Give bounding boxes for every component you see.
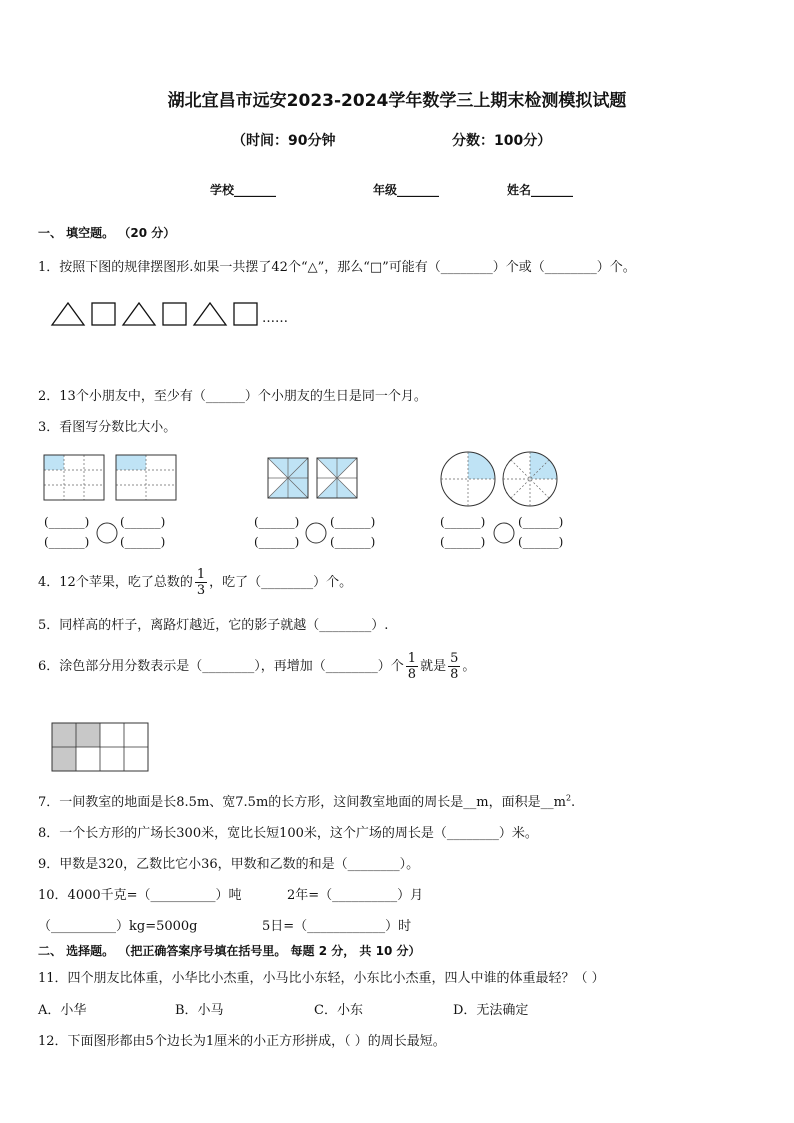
fraction-five-eighths: $\frac{5}{8}$ bbox=[450, 651, 459, 682]
fraction-blank[interactable]: (______) bbox=[518, 535, 564, 549]
fraction-rect-right bbox=[116, 455, 176, 500]
question-4-suffix: ，吃了（________）个。 bbox=[209, 575, 353, 590]
triangle-shape bbox=[123, 303, 155, 325]
question-6-prefix: 6．涂色部分用分数表示是（________），再增加（________）个 bbox=[38, 659, 404, 674]
option-b[interactable]: B．小马 bbox=[175, 1003, 224, 1018]
square-shape bbox=[234, 303, 257, 325]
fraction-blank[interactable]: (______) bbox=[44, 515, 90, 529]
fraction-blank[interactable]: (______) bbox=[120, 515, 166, 529]
fraction-blank[interactable]: (______) bbox=[330, 535, 376, 549]
question-10-d: 5日=（____________）时 bbox=[262, 919, 412, 934]
question-10-a: 10．4000千克=（__________）吨 bbox=[38, 888, 242, 903]
fraction-blank[interactable]: (______) bbox=[440, 535, 486, 549]
fraction-circle-right bbox=[502, 451, 558, 507]
fraction-blank[interactable]: (______) bbox=[330, 515, 376, 529]
option-c[interactable]: C．小东 bbox=[314, 1003, 363, 1018]
question-6-suffix: 。 bbox=[462, 659, 476, 674]
question-7-end: . bbox=[571, 795, 576, 810]
question-3: 3．看图写分数比大小。 bbox=[38, 420, 177, 435]
shape-pattern bbox=[52, 302, 272, 328]
fraction-square-right bbox=[317, 458, 357, 498]
question-7-text: 7．一间教室的地面是长8.5m、宽7.5m的长方形，这间教室地面的周长是__m，面积是__m bbox=[38, 795, 566, 810]
square-shape bbox=[163, 303, 186, 325]
fraction-circle-left bbox=[440, 451, 496, 507]
question-9: 9．甲数是320，乙数比它小36，甲数和乙数的和是（________）。 bbox=[38, 857, 420, 872]
fraction-blank[interactable]: (______) bbox=[120, 535, 166, 549]
question-4-prefix: 4．12个苹果，吃了总数的 bbox=[38, 575, 193, 590]
fraction-rect-left bbox=[44, 455, 104, 500]
question-6-mid: 就是 bbox=[420, 659, 447, 674]
exam-time: （时间：90分钟 bbox=[232, 133, 336, 149]
triangle-shape bbox=[52, 303, 84, 325]
fraction-one-eighth: $\frac{1}{8}$ bbox=[407, 651, 417, 682]
exam-score: 分数：100分） bbox=[452, 133, 552, 149]
shaded-grid-figure bbox=[52, 723, 148, 771]
triangle-shape bbox=[194, 303, 226, 325]
question-11: 11．四个朋友比体重，小华比小杰重，小马比小东轻，小东比小杰重，四人中谁的体重最轻？（ ） bbox=[38, 971, 605, 986]
pattern-ellipsis: …… bbox=[262, 311, 288, 326]
compare-circle[interactable] bbox=[96, 522, 118, 544]
question-7 bbox=[38, 791, 575, 810]
question-8: 8．一个长方形的广场长300米，宽比长短100米，这个广场的周长是（________）米。 bbox=[38, 826, 538, 841]
section-heading-fill-blank: 一、 填空题。 （20 分） bbox=[38, 226, 176, 240]
name-field: 姓名_______ bbox=[507, 183, 574, 197]
square-shape bbox=[92, 303, 115, 325]
fraction-blank[interactable]: (______) bbox=[254, 535, 300, 549]
fraction-square-left bbox=[268, 458, 308, 498]
fraction-blank[interactable]: (______) bbox=[44, 535, 90, 549]
school-field: 学校_______ bbox=[210, 183, 277, 197]
compare-circle[interactable] bbox=[493, 522, 515, 544]
question-12: 12．下面图形都由5个边长为1厘米的小正方形拼成，（ ）的周长最短。 bbox=[38, 1034, 446, 1049]
square-unit-sup: 2 bbox=[565, 793, 572, 803]
page-title: 湖北宜昌市远安2023-2024学年数学三上期末检测模拟试题 bbox=[167, 91, 627, 111]
compare-circle[interactable] bbox=[305, 522, 327, 544]
grade-field: 年级_______ bbox=[373, 183, 440, 197]
fraction-one-third: $\frac{1}{3}$ bbox=[196, 567, 206, 598]
question-5: 5．同样高的杆子，离路灯越近，它的影子就越（________）. bbox=[38, 618, 389, 633]
question-10-c: （__________）kg=5000g bbox=[38, 919, 198, 934]
section-heading-choice: 二、 选择题。 （把正确答案序号填在括号里。 每题 2 分， 共 10 分） bbox=[38, 944, 421, 958]
question-1: 1．按照下图的规律摆图形.如果一共摆了42个“△”，那么“□”可能有（________）个或（________）个。 bbox=[38, 260, 636, 275]
question-6 bbox=[38, 652, 475, 681]
fraction-blank[interactable]: (______) bbox=[254, 515, 300, 529]
option-a[interactable]: A．小华 bbox=[38, 1003, 87, 1018]
fraction-blank[interactable]: (______) bbox=[440, 515, 486, 529]
question-2: 2．13个小朋友中，至少有（______）个小朋友的生日是同一个月。 bbox=[38, 389, 427, 404]
question-10-b: 2年=（__________）月 bbox=[287, 888, 424, 903]
fraction-blank[interactable]: (______) bbox=[518, 515, 564, 529]
question-4 bbox=[38, 568, 352, 597]
option-d[interactable]: D．无法确定 bbox=[453, 1003, 529, 1018]
